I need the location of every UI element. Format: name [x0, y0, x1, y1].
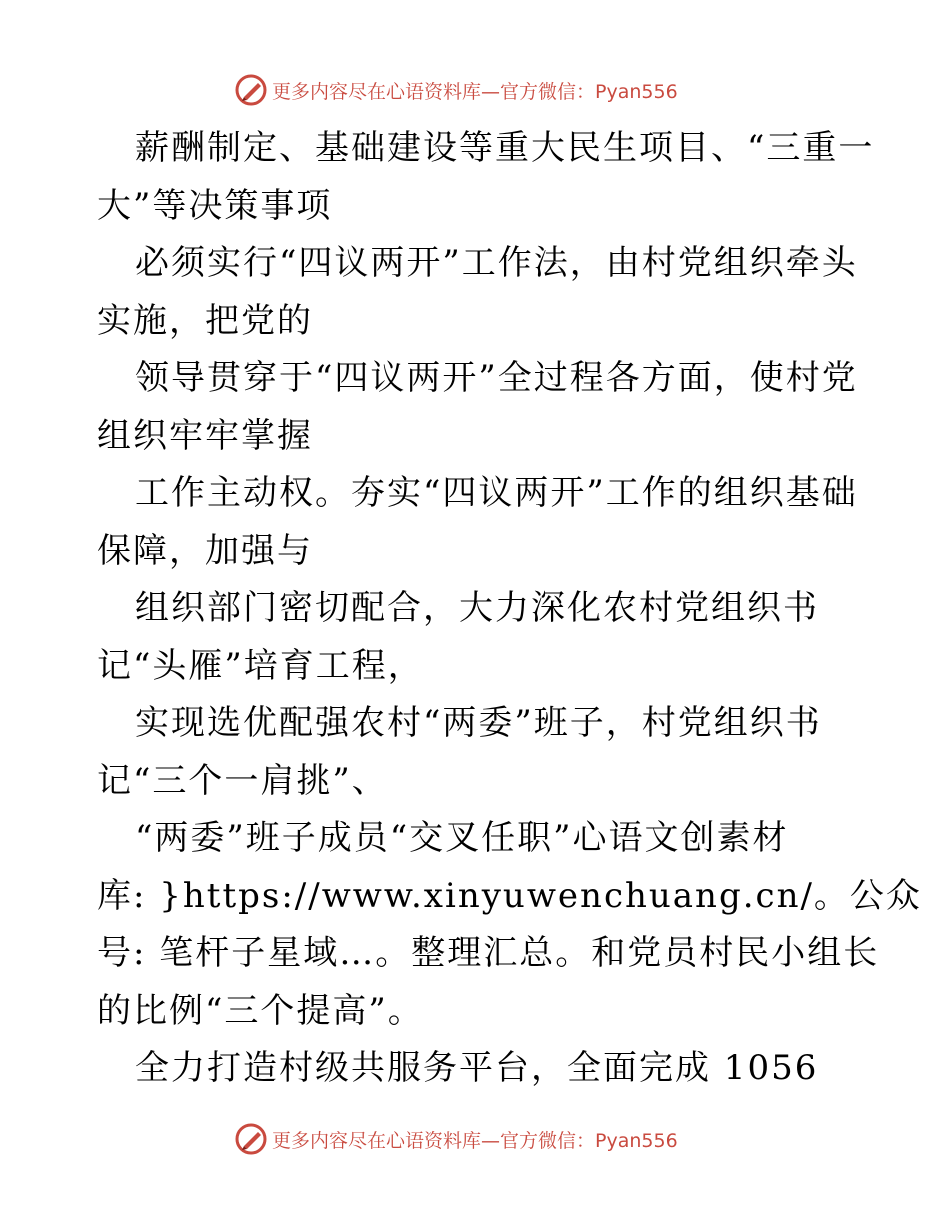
- text-line: 工作主动权。夯实“四议两开”工作的组织基础: [135, 473, 858, 513]
- footer-banner: [234, 1122, 678, 1156]
- text-line: 实现选优配强农村“两委”班子，村党组织书: [135, 703, 822, 743]
- text-line: 必须实行“四议两开”工作法，由村党组织牵头: [135, 243, 858, 283]
- text-line: 大”等决策事项: [97, 185, 333, 226]
- document-body: [97, 120, 922, 1098]
- text-line: 的比例“三个提高”。: [97, 990, 424, 1031]
- text-line: 记“头雁”培育工程，: [97, 645, 424, 686]
- text-line: 库: }https://www.xinyuwenchuang.cn/。公众: [97, 875, 922, 916]
- header-banner: [234, 73, 678, 107]
- text-line: 实施，把党的: [97, 300, 313, 341]
- footer-banner-text: 更多内容尽在心语资料库—官方微信：Pyan556: [272, 1129, 678, 1152]
- text-line: 薪酬制定、基础建设等重大民生项目、“三重一: [135, 128, 875, 168]
- header-banner-text: 更多内容尽在心语资料库—官方微信：Pyan556: [272, 80, 678, 103]
- text-line: 组织部门密切配合，大力深化农村党组织书: [135, 588, 819, 628]
- text-line: “两委”班子成员“交叉任职”心语文创素材: [135, 818, 789, 858]
- pen-logo-icon: [234, 1122, 268, 1156]
- text-line: 领导贯穿于“四议两开”全过程各方面，使村党: [135, 358, 858, 398]
- text-line: 全力打造村级共服务平台，全面完成 1056: [135, 1048, 819, 1088]
- text-line: 组织牢牢掌握: [97, 415, 313, 456]
- text-line: 保障，加强与: [97, 530, 313, 571]
- pen-logo-icon: [234, 73, 268, 107]
- text-line: 号: 笔杆子星域…。整理汇总。和党员村民小组长: [97, 933, 880, 973]
- text-line: 记“三个一肩挑”、: [97, 760, 388, 801]
